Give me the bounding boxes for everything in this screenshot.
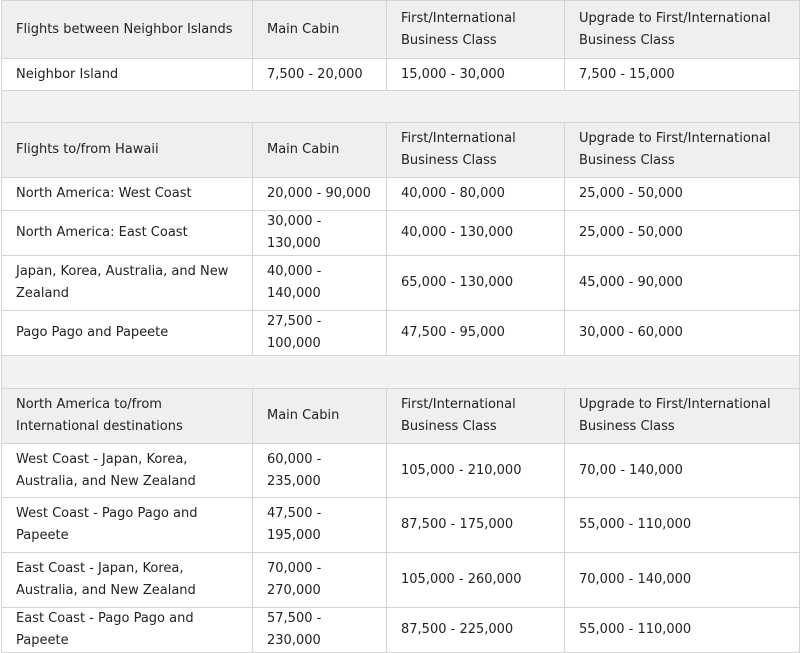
route-cell: North America: West Coast <box>2 178 253 211</box>
route-cell: West Coast - Pago Pago and Papeete <box>2 498 253 553</box>
main-cabin-cell: 57,500 - 230,000 <box>253 608 387 653</box>
upgrade-cell: 55,000 - 110,000 <box>565 608 800 653</box>
upgrade-cell: 30,000 - 60,000 <box>565 311 800 356</box>
first-business-cell: 87,500 - 175,000 <box>387 498 565 553</box>
table-row <box>2 553 800 608</box>
first-business-cell: 105,000 - 210,000 <box>387 444 565 498</box>
first-business-cell: 15,000 - 30,000 <box>387 59 565 91</box>
route-cell: East Coast - Japan, Korea, Australia, and New Zealand <box>2 553 253 608</box>
column-header-first-business: First/International Business Class <box>387 123 565 178</box>
table-row <box>2 608 800 653</box>
first-business-cell: 40,000 - 130,000 <box>387 211 565 256</box>
main-cabin-cell: 40,000 - 140,000 <box>253 256 387 311</box>
spacer-cell <box>2 356 800 389</box>
first-business-cell: 105,000 - 260,000 <box>387 553 565 608</box>
upgrade-cell: 25,000 - 50,000 <box>565 178 800 211</box>
section-title: Flights to/from Hawaii <box>2 123 253 178</box>
upgrade-cell: 55,000 - 110,000 <box>565 498 800 553</box>
column-header-first-business: First/International Business Class <box>387 1 565 59</box>
route-cell: North America: East Coast <box>2 211 253 256</box>
section-header-row <box>2 1 800 59</box>
section-title: Flights between Neighbor Islands <box>2 1 253 59</box>
first-business-cell: 47,500 - 95,000 <box>387 311 565 356</box>
main-cabin-cell: 27,500 - 100,000 <box>253 311 387 356</box>
upgrade-cell: 70,000 - 140,000 <box>565 553 800 608</box>
main-cabin-cell: 30,000 - 130,000 <box>253 211 387 256</box>
column-header-main-cabin: Main Cabin <box>253 123 387 178</box>
section-spacer <box>2 356 800 389</box>
route-cell: East Coast - Pago Pago and Papeete <box>2 608 253 653</box>
route-cell: Neighbor Island <box>2 59 253 91</box>
column-header-upgrade: Upgrade to First/International Business Class <box>565 123 800 178</box>
main-cabin-cell: 60,000 - 235,000 <box>253 444 387 498</box>
upgrade-cell: 70,00 - 140,000 <box>565 444 800 498</box>
award-chart-table <box>1 0 800 653</box>
route-cell: West Coast - Japan, Korea, Australia, and New Zealand <box>2 444 253 498</box>
table-row <box>2 211 800 256</box>
upgrade-cell: 7,500 - 15,000 <box>565 59 800 91</box>
table-row <box>2 311 800 356</box>
main-cabin-cell: 7,500 - 20,000 <box>253 59 387 91</box>
main-cabin-cell: 70,000 - 270,000 <box>253 553 387 608</box>
table-row <box>2 59 800 91</box>
table-row <box>2 256 800 311</box>
spacer-cell <box>2 91 800 123</box>
column-header-main-cabin: Main Cabin <box>253 389 387 444</box>
section-header-row <box>2 389 800 444</box>
column-header-upgrade: Upgrade to First/International Business Class <box>565 1 800 59</box>
route-cell: Pago Pago and Papeete <box>2 311 253 356</box>
upgrade-cell: 45,000 - 90,000 <box>565 256 800 311</box>
first-business-cell: 87,500 - 225,000 <box>387 608 565 653</box>
section-spacer <box>2 91 800 123</box>
table-row <box>2 444 800 498</box>
column-header-first-business: First/International Business Class <box>387 389 565 444</box>
column-header-upgrade: Upgrade to First/International Business Class <box>565 389 800 444</box>
table-row <box>2 498 800 553</box>
section-header-row <box>2 123 800 178</box>
table-row <box>2 178 800 211</box>
main-cabin-cell: 20,000 - 90,000 <box>253 178 387 211</box>
main-cabin-cell: 47,500 - 195,000 <box>253 498 387 553</box>
upgrade-cell: 25,000 - 50,000 <box>565 211 800 256</box>
first-business-cell: 40,000 - 80,000 <box>387 178 565 211</box>
section-title: North America to/from International destinations <box>2 389 253 444</box>
route-cell: Japan, Korea, Australia, and New Zealand <box>2 256 253 311</box>
column-header-main-cabin: Main Cabin <box>253 1 387 59</box>
first-business-cell: 65,000 - 130,000 <box>387 256 565 311</box>
